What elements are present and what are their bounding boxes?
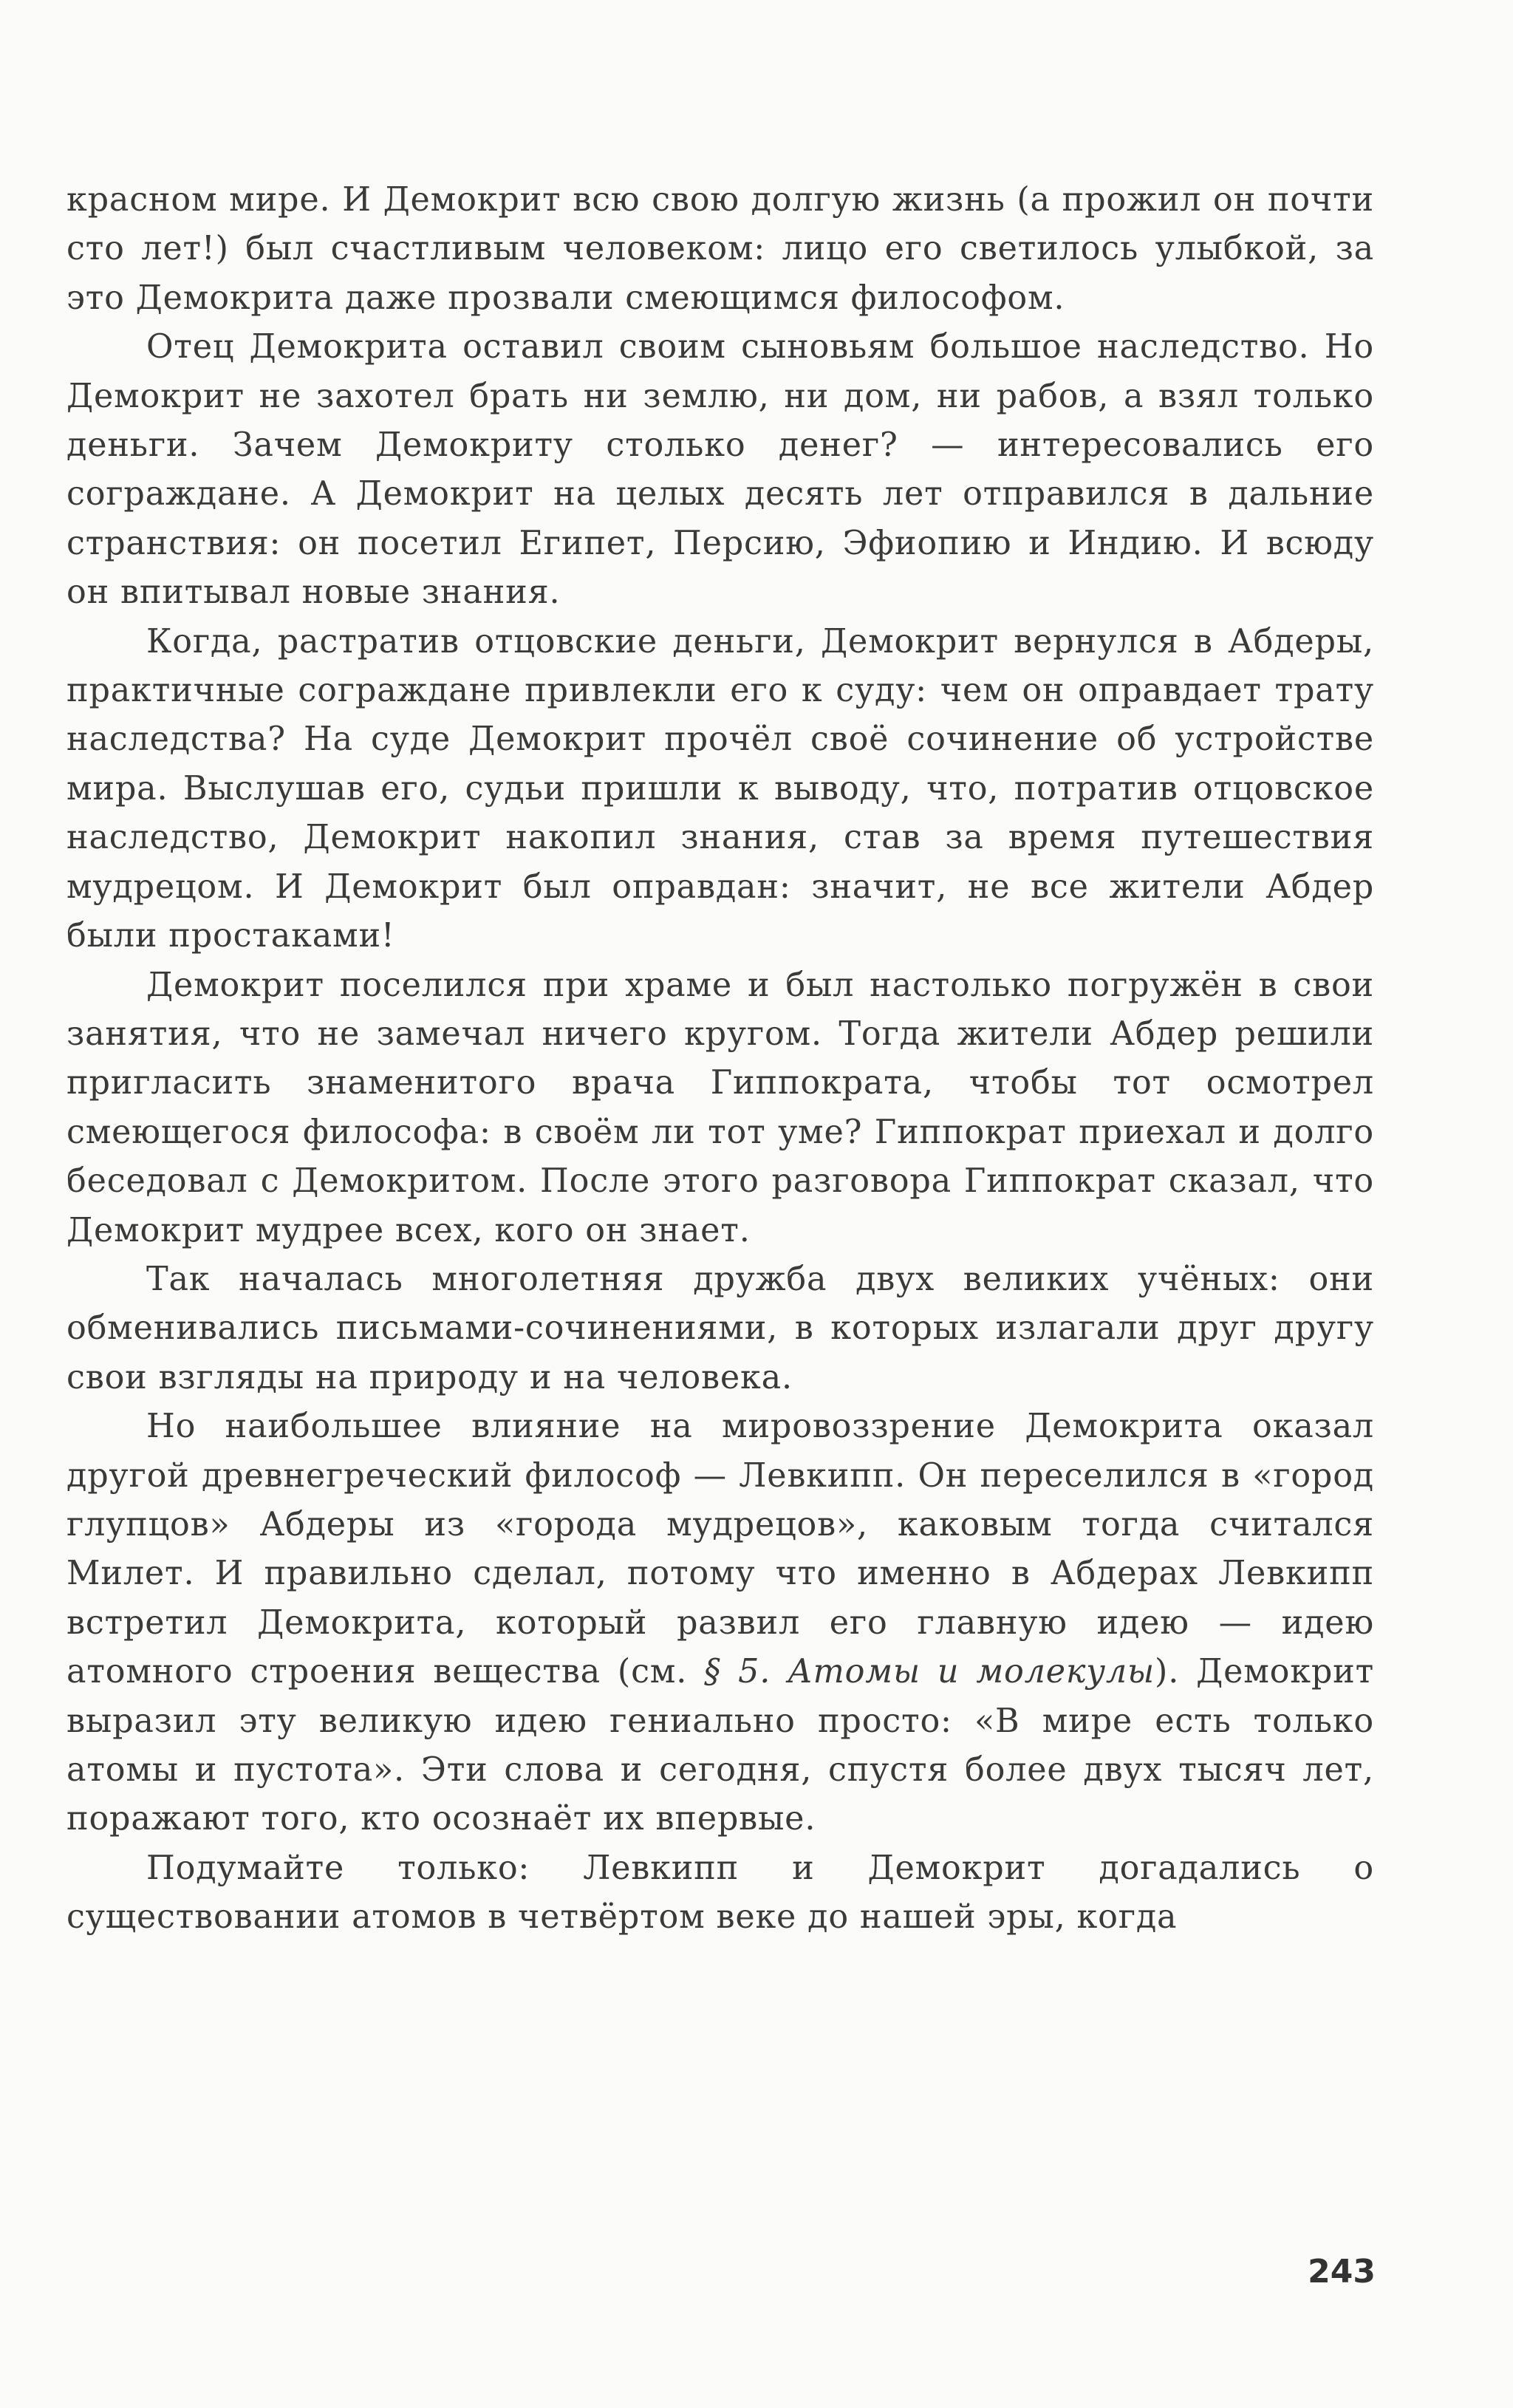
paragraph-1: красном мире. И Демокрит всю свою долгую жизнь (а прожил он почти сто лет!) был счастливым человеком: лицо его светилось улыбкой, за это Демокрита даже прозвали смеющимся философом. bbox=[66, 181, 1374, 317]
paragraph-2: Отец Демокрита оставил своим сыновьям большое наследство. Но Демокрит не захотел брать ни землю, ни дом, ни рабов, а взял только деньги. Зачем Демокриту столько денег? — интересовались его сограждане. А Демокрит на целых десять лет отправился в дальние странствия: он посетил Египет, Персию, Эфиопию и Индию. И всюду он впитывал новые знания. bbox=[66, 328, 1374, 612]
paragraph-6 bbox=[66, 1402, 1374, 1844]
section-reference: § 5. Атомы и молекулы bbox=[704, 1653, 1155, 1691]
paragraph-5: Так началась многолетняя дружба двух великих учёных: они обменивались письмами-сочинениями, в которых излагали друг другу свои взгляды на природу и на человека. bbox=[66, 1260, 1374, 1396]
paragraph-4: Демокрит поселился при храме и был настолько погружён в свои занятия, что не замечал ничего кругом. Тогда жители Абдер решили пригласить знаменитого врача Гиппократа, чтобы тот осмотрел смеющегося философа: в своём ли тот уме? Гиппократ приехал и долго беседовал с Демокритом. После этого разговора Гиппократ сказал, что Демокрит мудрее всех, кого он знает. bbox=[66, 966, 1374, 1249]
page-number: 243 bbox=[1308, 2253, 1376, 2291]
paragraph-7: Подумайте только: Левкипп и Демокрит догадались о существовании атомов в четвёртом веке до нашей эры, когда bbox=[66, 1849, 1374, 1937]
paragraph-3: Когда, растратив отцовские деньги, Демокрит вернулся в Абдеры, практичные сограждане привлекли его к суду: чем он оправдает трату наследства? На суде Демокрит прочёл своё сочинение об устройстве мира. Выслушав его, судьи пришли к выводу, что, потратив отцовское наследство, Демокрит накопил знания, став за время путешествия мудрецом. И Демокрит был оправдан: значит, не все жители Абдер были простаками! bbox=[66, 622, 1374, 955]
paragraph-6-text-end: ). Демокрит выразил эту великую идею гениально просто: «В мире есть только атомы и пустота». Эти слова и сегодня, спустя более двух тысяч лет, поражают того, кто осознаёт их впервые. bbox=[66, 1653, 1374, 1838]
body-text bbox=[66, 176, 1374, 1943]
paragraph-6-text-start: Но наибольшее влияние на мировоззрение Демокрита оказал другой древнегреческий философ — Левкипп. Он переселился в «город глупцов» Абдеры из «города мудрецов», каковым тогда считался Милет. И правильно сделал, потому что именно в Абдерах Левкипп встретил Демокрита, который развил его главную идею — идею атомного строения вещества (см. bbox=[66, 1408, 1374, 1691]
